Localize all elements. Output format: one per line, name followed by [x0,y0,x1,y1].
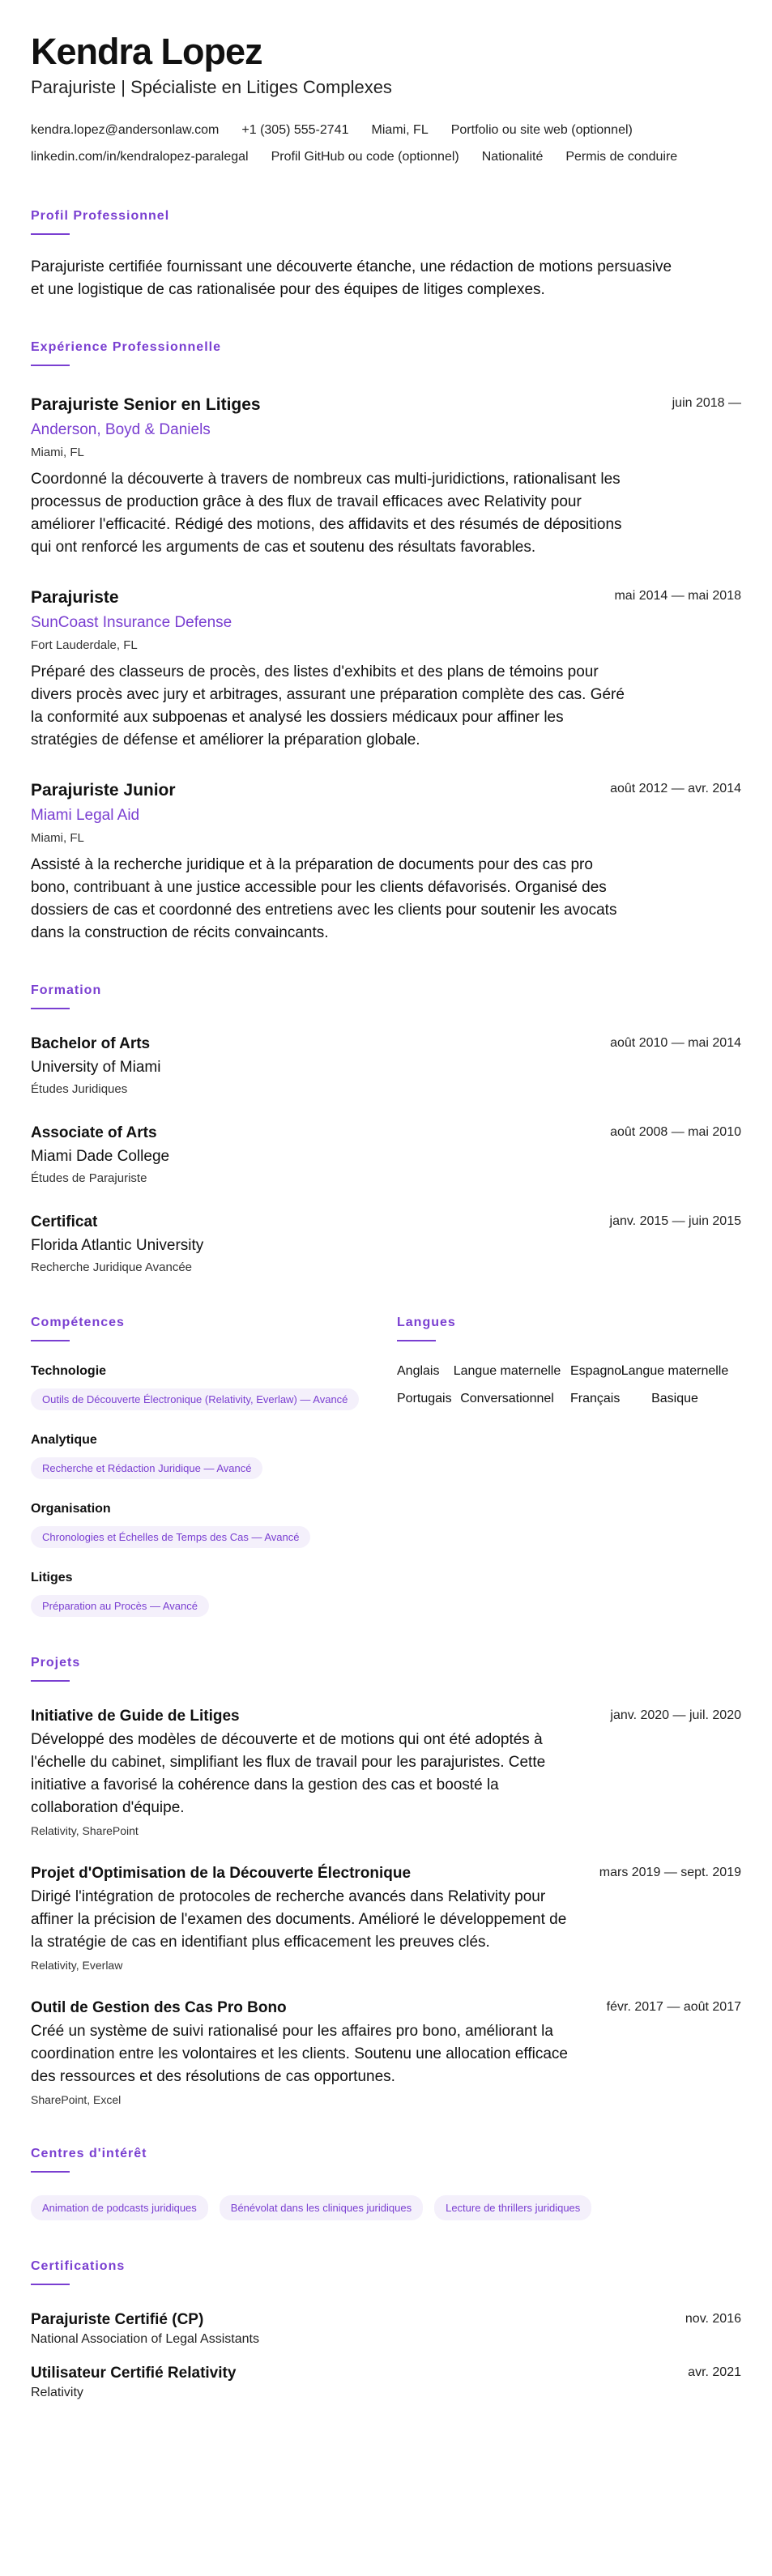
project-title: Outil de Gestion des Cas Pro Bono [31,1999,287,2016]
experience-section [31,340,741,945]
project-entry [31,1863,741,1973]
section-divider [31,1680,70,1682]
project-technologies: SharePoint, Excel [31,2093,122,2106]
contact-portfolio[interactable]: Portfolio ou site web (optionnel) [450,123,633,137]
section-heading: Langues [397,1316,456,1329]
language-item [570,1363,732,1380]
project-date: févr. 2017 — août 2017 [606,2000,741,2014]
section-divider [31,1008,70,1009]
project-date: mars 2019 — sept. 2019 [599,1866,741,1879]
job-company: SunCoast Insurance Defense [31,614,232,631]
certification-entry [31,2309,741,2348]
job-location: Miami, FL [31,446,84,459]
education-entry [31,1212,741,1277]
contact-nationality: Nationalité [481,150,544,164]
certification-name: Utilisateur Certifié Relativity [31,2365,237,2382]
candidate-name: Kendra Lopez [31,31,262,72]
project-description: Développé des modèles de découverte et de motions qui ont été adoptés à l'échelle du cabinet, simplifiant les flux de travail pour les parajuristes. Cette initiative a favorisé la cohérence dans la gestion des cas et boosté la collaboration d'équipe. [31,1731,546,1816]
skill-tag: Recherche et Rédaction Juridique — Avancé [31,1457,262,1479]
section-heading: Expérience Professionnelle [31,340,221,354]
job-company: Anderson, Boyd & Daniels [31,421,211,438]
project-technologies: Relativity, Everlaw [31,1959,123,1972]
project-technologies: Relativity, SharePoint [31,1824,139,1837]
job-entry [31,779,741,945]
skills-section [31,1316,397,1617]
section-heading: Compétences [31,1316,125,1329]
certification-date: nov. 2016 [685,2312,741,2326]
certification-issuer: Relativity [31,2386,83,2399]
project-date: janv. 2020 — juil. 2020 [610,1708,741,1722]
language-item [570,1390,732,1408]
candidate-title: Parajuriste | Spécialiste en Litiges Complexes [31,77,392,97]
interest-tag: Animation de podcasts juridiques [31,2195,208,2220]
education-degree: Certificat [31,1213,98,1230]
language-name: Anglais [397,1364,440,1378]
language-name: Français [570,1392,621,1405]
languages-grid [397,1363,741,1408]
interest-tag: Bénévolat dans les cliniques juridiques [220,2195,423,2220]
certification-entry [31,2363,741,2402]
job-location: Miami, FL [31,831,84,845]
language-level: Basique [651,1392,698,1405]
section-divider [31,233,70,235]
projects-section [31,1656,741,2108]
contact-github[interactable]: Profil GitHub ou code (optionnel) [271,150,459,164]
certification-name: Parajuriste Certifié (CP) [31,2311,204,2328]
project-title: Projet d'Optimisation de la Découverte Électronique [31,1865,412,1882]
job-date: mai 2014 — mai 2018 [614,589,741,603]
education-date: août 2008 — mai 2010 [610,1125,741,1139]
section-heading: Projets [31,1656,81,1670]
contact-driving-license: Permis de conduire [565,150,678,164]
education-section [31,983,741,1277]
section-divider [31,1340,70,1341]
certification-issuer: National Association of Legal Assistants [31,2332,259,2346]
education-entry [31,1123,741,1188]
job-description: Coordonné la découverte à travers de nombreux cas multi-juridictions, rationalisant les processus de production grâce à des flux de travail efficaces avec Relativity pour améliorer l'efficacité. Rédigé des motions, des affidavits et des résumés de dépositions qui ont renforcé les arguments de cas et soutenu des résultats favorables. [31,471,622,556]
skill-category: Technologie [31,1364,107,1378]
profile-summary: Parajuriste certifiée fournissant une découverte étanche, une rédaction de motions persuasive et une logistique de cas rationalisée pour des équipes de litiges complexes. [31,258,672,298]
interests-list [31,2195,741,2220]
contact-location: Miami, FL [371,123,429,137]
language-name: Espagnol [570,1364,625,1378]
job-entry [31,394,741,559]
language-name: Portugais [397,1392,452,1405]
language-level: Conversationnel [460,1392,554,1405]
section-divider [397,1340,436,1341]
project-entry [31,1998,741,2108]
education-school: University of Miami [31,1059,161,1076]
contact-phone[interactable]: +1 (305) 555-2741 [241,123,349,137]
certifications-section [31,2259,741,2402]
job-company: Miami Legal Aid [31,807,140,824]
contact-linkedin[interactable]: linkedin.com/in/kendralopez-paralegal [31,150,249,164]
contact-list [31,117,741,170]
education-school: Miami Dade College [31,1148,170,1165]
profile-section [31,209,741,301]
job-title: Parajuriste Senior en Litiges [31,395,261,414]
language-item [397,1390,570,1408]
job-location: Fort Lauderdale, FL [31,638,138,652]
education-field: Recherche Juridique Avancée [31,1260,193,1274]
education-entry [31,1034,741,1098]
project-entry [31,1706,741,1839]
education-field: Études de Parajuriste [31,1171,147,1185]
section-heading: Certifications [31,2259,126,2273]
section-divider [31,365,70,366]
interest-tag: Lecture de thrillers juridiques [434,2195,591,2220]
education-school: Florida Atlantic University [31,1237,204,1254]
language-item [397,1363,570,1380]
education-date: janv. 2015 — juin 2015 [609,1214,741,1228]
skill-tag: Chronologies et Échelles de Temps des Cas — Avancé [31,1526,310,1548]
section-heading: Formation [31,983,102,997]
education-degree: Bachelor of Arts [31,1035,151,1052]
job-title: Parajuriste [31,588,119,607]
interests-section [31,2147,741,2220]
section-divider [31,2171,70,2173]
skill-category: Organisation [31,1502,111,1516]
education-date: août 2010 — mai 2014 [610,1036,741,1050]
job-date: juin 2018 — [672,396,741,410]
education-field: Études Juridiques [31,1082,128,1096]
skills-languages-row [31,1316,741,1617]
skill-category: Analytique [31,1433,97,1447]
job-description: Assisté à la recherche juridique et à la préparation de documents pour des cas pro bono, contribuant à une justice accessible pour les clients défavorisés. Organisé des dossiers de cas et coordonné des entretiens avec les clients pour soutenir les avocats dans la construction de récits convaincants. [31,856,617,941]
education-degree: Associate of Arts [31,1124,157,1141]
contact-email[interactable]: kendra.lopez@andersonlaw.com [31,123,220,137]
skill-tag: Préparation au Procès — Avancé [31,1595,209,1617]
section-heading: Centres d'intérêt [31,2147,147,2160]
job-description: Préparé des classeurs de procès, des listes d'exhibits et des plans de témoins pour divers procès avec jury et arbitrages, assurant une préparation complète des cas. Géré la conformité aux subpoenas et analysé les dossiers médicaux pour affiner les stratégies de défense et améliorer la préparation globale. [31,663,625,748]
project-title: Initiative de Guide de Litiges [31,1708,240,1725]
skill-tag: Outils de Découverte Électronique (Relativity, Everlaw) — Avancé [31,1388,359,1410]
section-divider [31,2284,70,2285]
section-heading: Profil Professionnel [31,209,170,223]
languages-section [397,1316,741,1617]
job-date: août 2012 — avr. 2014 [610,782,741,795]
project-description: Créé un système de suivi rationalisé pour les affaires pro bono, améliorant la coordination entre les volontaires et les clients. Soutenu une allocation efficace des ressources et des résolutions de cas opportunes. [31,2023,568,2085]
resume-header [31,31,741,170]
certification-date: avr. 2021 [688,2365,741,2379]
skill-category: Litiges [31,1571,73,1584]
language-level: Langue maternelle [621,1364,729,1378]
project-description: Dirigé l'intégration de protocoles de recherche avancés dans Relativity pour affiner la précision de l'examen des documents. Amélioré le développement de la stratégie de cas en identifiant plus efficacement les preuves clés. [31,1888,567,1951]
job-entry [31,586,741,752]
job-title: Parajuriste Junior [31,781,176,800]
language-level: Langue maternelle [453,1364,561,1378]
